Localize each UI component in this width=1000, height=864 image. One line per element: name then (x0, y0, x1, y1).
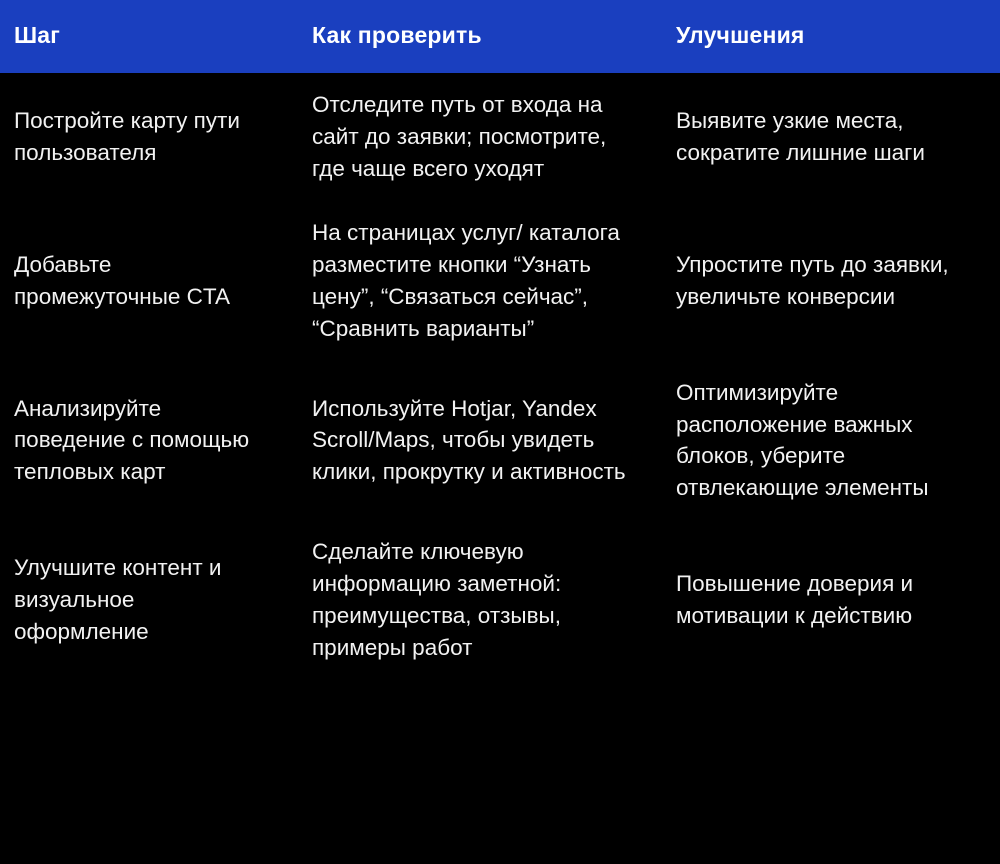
cell-improvements: Повышение доверия и мотивации к действию (676, 571, 914, 629)
cell-step: Улучшите контент и визуальное оформление (14, 555, 222, 645)
table-row (0, 361, 1000, 521)
table-row (0, 201, 1000, 361)
table-row (0, 73, 1000, 201)
cell-step: Постройте карту пути пользователя (14, 107, 240, 165)
column-header-how-to-check: Как проверить (312, 22, 482, 48)
table-header (0, 0, 1000, 73)
cell-how-to-check: Отследите путь от входа на сайт до заявки; посмотрите, где чаще всего уходят (312, 92, 607, 181)
cell-step: Анализируйте поведение с помощью тепловых карт (14, 395, 250, 485)
column-header-improvements: Улучшения (676, 22, 805, 48)
cell-how-to-check: На страницах услуг/ каталога разместите кнопки “Узнать цену”, “Связаться сейчас”, “Сравнить варианты” (312, 219, 620, 341)
cell-improvements: Оптимизируйте расположение важных блоков, уберите отвлекающие элементы (676, 379, 929, 501)
cell-step: Добавьте промежуточные CTA (14, 251, 230, 309)
column-header-step: Шаг (14, 22, 61, 48)
table-header-row (0, 0, 1000, 73)
cell-how-to-check: Сделайте ключевую информацию заметной: преимущества, отзывы, примеры работ (312, 539, 562, 661)
cell-how-to-check: Используйте Hotjar, Yandex Scroll/Maps, чтобы увидеть клики, прокрутку и активность (312, 395, 626, 485)
table-row (0, 520, 1000, 680)
cell-improvements: Выявите узкие места, сократите лишние шаги (676, 107, 925, 165)
cell-improvements: Упростите путь до заявки, увеличьте конверсии (676, 251, 949, 309)
table-body (0, 73, 1000, 680)
